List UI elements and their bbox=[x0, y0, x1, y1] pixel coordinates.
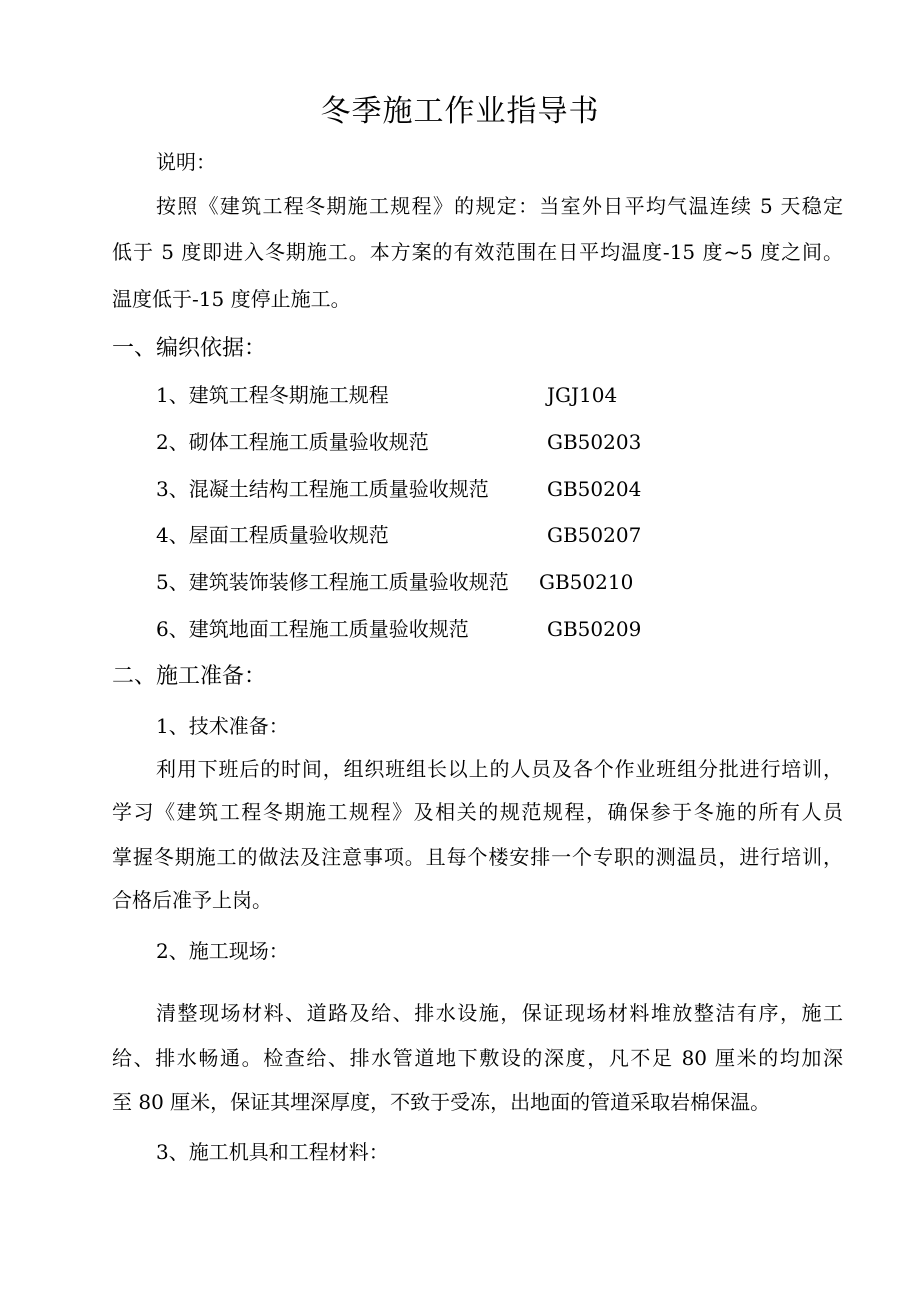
standard-code: JGJ104 bbox=[547, 383, 618, 407]
subheading-tech-prep: 1、技术准备： bbox=[156, 714, 289, 738]
document-title: 冬季施工作业指导书 bbox=[320, 94, 600, 129]
tech-prep-line-4: 合格后准予上岗。 bbox=[112, 888, 272, 912]
site-line-1: 清整现场材料、道路及给、排水设施，保证现场材料堆放整洁有序，施工 bbox=[156, 1001, 843, 1025]
standard-name: 2、砌体工程施工质量验收规范 bbox=[156, 430, 429, 454]
site-line-2: 给、排水畅通。检查给、排水管道地下敷设的深度，凡不足 80 厘米的均加深 bbox=[112, 1046, 843, 1070]
subheading-equipment: 3、施工机具和工程材料： bbox=[156, 1140, 389, 1164]
standard-code: GB50210 bbox=[539, 570, 634, 594]
list-item bbox=[156, 570, 509, 594]
standard-code: GB50203 bbox=[547, 430, 642, 454]
standard-name: 3、混凝土结构工程施工质量验收规范 bbox=[156, 477, 489, 501]
list-item bbox=[156, 523, 389, 547]
intro-line-3: 温度低于-15 度停止施工。 bbox=[112, 287, 351, 311]
tech-prep-line-3: 掌握冬期施工的做法及注意事项。且每个楼安排一个专职的测温员，进行培训， bbox=[112, 845, 843, 869]
standard-name: 5、建筑装饰装修工程施工质量验收规范 bbox=[156, 570, 509, 594]
list-item bbox=[156, 430, 429, 454]
subheading-site: 2、施工现场： bbox=[156, 939, 289, 963]
list-item bbox=[156, 477, 489, 501]
list-item bbox=[156, 617, 469, 641]
list-item bbox=[156, 383, 389, 407]
standard-code: GB50207 bbox=[547, 523, 642, 547]
site-line-3: 至 80 厘米，保证其埋深厚度，不致于受冻，出地面的管道采取岩棉保温。 bbox=[112, 1090, 771, 1114]
section-heading-2: 二、施工准备： bbox=[112, 664, 267, 689]
standard-name: 6、建筑地面工程施工质量验收规范 bbox=[156, 617, 469, 641]
intro-line-2: 低于 5 度即进入冬期施工。本方案的有效范围在日平均温度-15 度~5 度之间。 bbox=[112, 240, 843, 264]
standard-code: GB50209 bbox=[547, 617, 642, 641]
standard-name: 1、建筑工程冬期施工规程 bbox=[156, 383, 389, 407]
section-heading-1: 一、编织依据： bbox=[112, 336, 267, 361]
tech-prep-line-1: 利用下班后的时间，组织班组长以上的人员及各个作业班组分批进行培训， bbox=[156, 757, 843, 781]
standard-code: GB50204 bbox=[547, 477, 642, 501]
note-label: 说明： bbox=[156, 150, 216, 174]
intro-line-1: 按照《建筑工程冬期施工规程》的规定：当室外日平均气温连续 5 天稳定 bbox=[156, 194, 843, 218]
tech-prep-line-2: 学习《建筑工程冬期施工规程》及相关的规范规程，确保参于冬施的所有人员 bbox=[112, 800, 843, 824]
standard-name: 4、屋面工程质量验收规范 bbox=[156, 523, 389, 547]
